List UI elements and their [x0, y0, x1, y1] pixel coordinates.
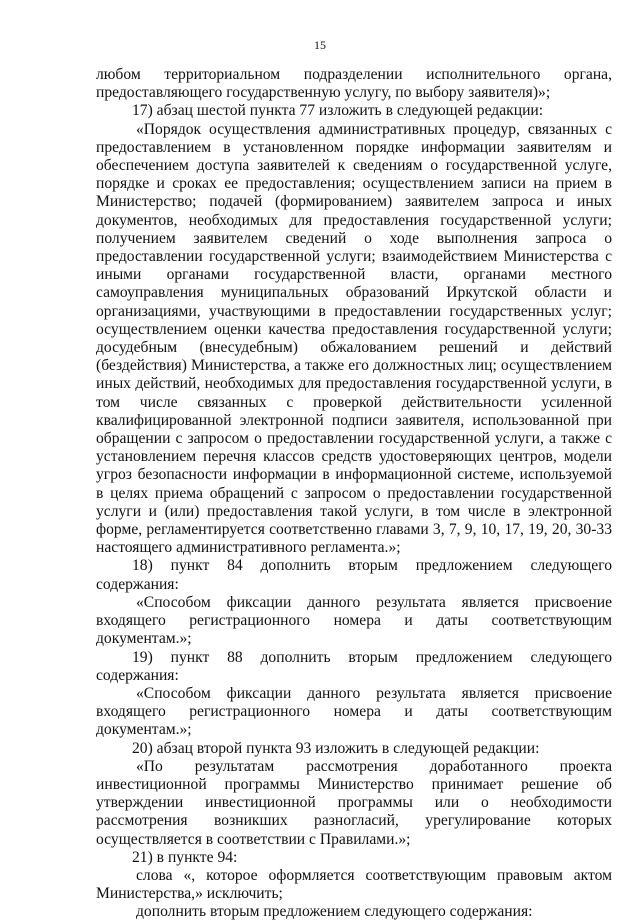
paragraph-continuation: любом территориальном подразделении исполнительного органа, предоставляющего государственную услугу, по выбору заявителя)»; — [96, 66, 612, 102]
paragraph-item-19: 19) пункт 88 дополнить вторым предложением следующего содержания: — [96, 648, 612, 684]
paragraph-quote-77: «Порядок осуществления административных процедур, связанных с предоставлением в установленном порядке информации заявителям и обеспечением доступа заявителей к сведениям о государственной услуге, порядке и сроках ее предоставления; осуществлением записи на прием в Министерство; подачей (формированием) заявителем запроса и иных документов, необходимых для предоставления государственной услуги; получением заявителем сведений о ходе выполнения запроса о предоставлении государственной услуги; взаимодействием Министерства с иными органами государственной власти, органами местного самоуправления муниципальных образований Иркутской области и организациями, участвующими в предоставлении государственных услуг; осуществлением оценки качества предоставления государственной услуги; досудебным (внесудебным) обжалованием решений и действий (бездействия) Министерства, а также его должностных лиц; осуществлением иных действий, необходимых для предоставления государственной услуги, в том числе связанных с проверкой действительности усиленной квалифицированной электронной подписи заявителя, использованной при обращении с запросом о предоставлении государственной услуги, а также с установлением перечня классов средств удостоверяющих центров, модели угроз безопасности информации в информационной системе, используемой в целях приема обращений с запросом о предоставлении государственной услуги и (или) предоставления такой услуги, в том числе в электронной форме, регламентируется соответственно главами 3, 7, 9, 10, 17, 19, 20, 30-33 настоящего административного регламента.»; — [96, 120, 612, 557]
page-number: 15 — [314, 38, 326, 52]
paragraph-words-excluded: слова «, которое оформляется соответствующим правовым актом Министерства,» исключить; — [96, 866, 612, 903]
paragraph-quote-93: «По результатам рассмотрения доработанного проекта инвестиционной программы Министерство принимает решение об утверждении инвестиционной программы или о необходимости рассмотрения возникших разногласий, урегулирование которых осуществляется в соответствии с Правилами.»; — [96, 757, 612, 848]
paragraph-quote-84: «Способом фиксации данного результата является присвоение входящего регистрационного номера и даты соответствующим документам.»; — [96, 593, 612, 648]
paragraph-item-18: 18) пункт 84 дополнить вторым предложением следующего содержания: — [96, 557, 612, 593]
paragraph-item-21: 21) в пункте 94: — [132, 848, 238, 866]
document-body — [96, 66, 612, 922]
paragraph-item-20: 20) абзац второй пункта 93 изложить в следующей редакции: — [132, 739, 540, 757]
paragraph-quote-88: «Способом фиксации данного результата является присвоение входящего регистрационного номера и даты соответствующим документам.»; — [96, 684, 612, 739]
paragraph-item-17: 17) абзац шестой пункта 77 изложить в следующей редакции: — [132, 102, 544, 120]
paragraph-add-sentence: дополнить вторым предложением следующего содержания: — [136, 903, 533, 921]
